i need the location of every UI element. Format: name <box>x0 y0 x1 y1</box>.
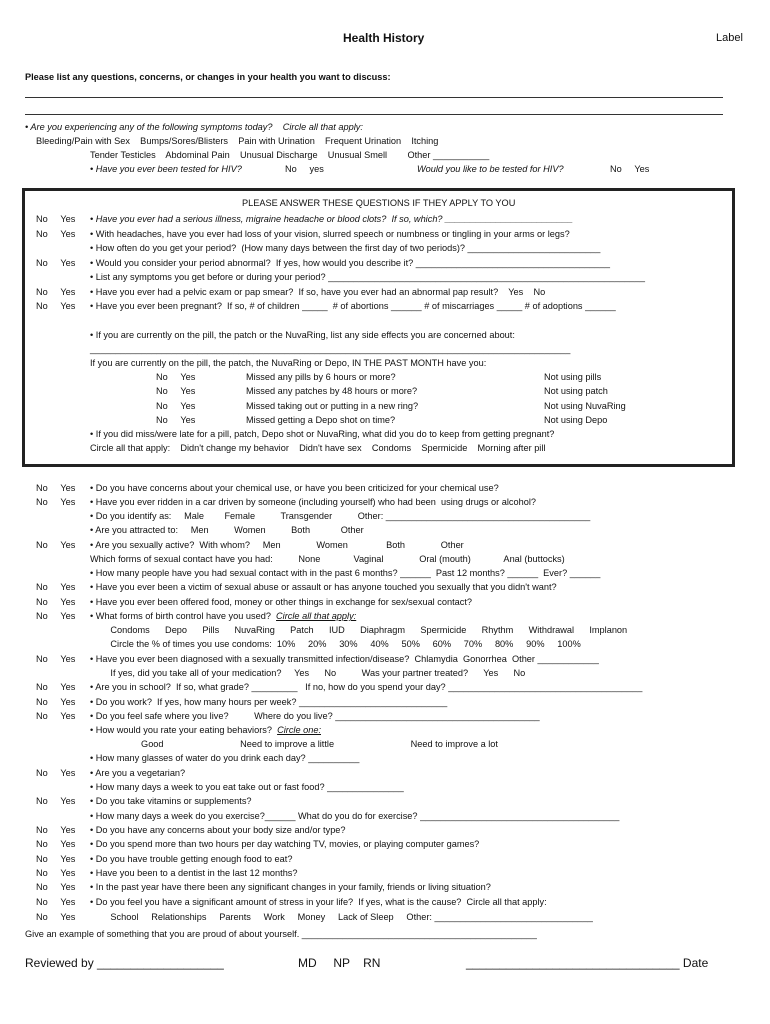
question-label: Condoms Depo Pills NuvaRing Patch IUD Diaphragm Spermicide Rhythm Withdrawal Implanon <box>90 625 628 635</box>
question-label: • How many days a week to you eat take out or fast food? _______________ <box>90 782 404 792</box>
late-question: • If you did miss/were late for a pill, patch, Depo shot or NuvaRing, what did you do to keep from getting pregnant? <box>90 429 555 439</box>
question-text <box>90 624 627 636</box>
question-text <box>90 482 499 494</box>
yes-no-options[interactable]: No Yes <box>36 839 76 849</box>
yes-no-options[interactable]: No Yes <box>36 825 76 835</box>
yes-no-options[interactable]: No Yes <box>36 497 76 507</box>
question-label: • Do you feel you have a significant amount of stress in your life? If yes, what is the cause? Circle all that apply: <box>90 897 547 907</box>
hiv-like-options[interactable]: No Yes <box>610 164 650 174</box>
hiv-tested-options[interactable]: No yes <box>285 164 324 174</box>
yes-no-options[interactable]: No Yes <box>36 868 76 878</box>
concerns-line-2[interactable] <box>25 114 723 115</box>
yes-no-options[interactable]: No Yes <box>36 582 76 592</box>
question-text <box>90 724 321 736</box>
pill-side-effects-line[interactable]: ______________________________________________________________________________________________ <box>90 344 571 354</box>
question-text <box>90 738 498 750</box>
proud-question[interactable]: Give an example of something that you are proud of about yourself. ______________________________________________ <box>25 929 537 939</box>
symptoms-question: • Are you experiencing any of the following symptoms today? Circle all that apply: <box>25 122 363 132</box>
question-text <box>90 539 464 551</box>
question-label: Good Need to improve a little Need to improve a lot <box>90 739 498 749</box>
box-question: • Have you ever been pregnant? If so, # of children _____ # of abortions ______ # of miscarriages _____ # of adoptions ______ <box>90 301 616 311</box>
yes-no-options[interactable]: No Yes <box>36 258 76 268</box>
yes-no-options[interactable]: No Yes <box>156 415 196 425</box>
missed-question: Missed any patches by 48 hours or more? <box>246 386 418 396</box>
yes-no-options[interactable]: No Yes <box>36 654 76 664</box>
question-text <box>90 853 292 865</box>
question-label: • Are you a vegetarian? <box>90 768 186 778</box>
question-text <box>90 824 346 836</box>
yes-no-options[interactable]: No Yes <box>36 483 76 493</box>
question-label: • Do you have concerns about your chemical use, or have you been criticized for your chemical use? <box>90 483 499 493</box>
question-label: • Have you been to a dentist in the last 12 months? <box>90 868 298 878</box>
intro-prompt: Please list any questions, concerns, or changes in your health you want to discuss: <box>25 72 391 82</box>
yes-no-options[interactable]: No Yes <box>156 372 196 382</box>
box-question: • How often do you get your period? (How many days between the first day of two periods)? __________________________ <box>90 243 601 253</box>
question-label: • Are you attracted to: Men Women Both Other <box>90 525 364 535</box>
question-text <box>90 896 547 908</box>
yes-no-options[interactable]: No Yes <box>36 540 76 550</box>
question-label: • Have you ever been diagnosed with a sexually transmitted infection/disease? Chlamydia Gonorrhea Other ____________ <box>90 654 599 664</box>
yes-no-options[interactable]: No Yes <box>36 882 76 892</box>
question-label: • Are you sexually active? With whom? Men Women Both Other <box>90 540 464 550</box>
yes-no-options[interactable]: No Yes <box>36 287 76 297</box>
question-text <box>90 596 472 608</box>
question-label: • How would you rate your eating behaviors? <box>90 725 278 735</box>
yes-no-options[interactable]: No Yes <box>36 768 76 778</box>
question-text <box>90 810 619 822</box>
question-label: • Have you ever ridden in a car driven by someone (including yourself) who had been using drugs or alcohol? <box>90 497 537 507</box>
yes-no-options[interactable]: No Yes <box>36 697 76 707</box>
late-options[interactable]: Circle all that apply: Didn't change my behavior Didn't have sex Condoms Spermicide Morning after pill <box>90 443 546 453</box>
yes-no-options[interactable]: No Yes <box>36 229 76 239</box>
circle-instruction: Circle one: <box>277 725 321 735</box>
question-text <box>90 767 185 779</box>
question-label: • Do you have trouble getting enough food to eat? <box>90 854 293 864</box>
circle-instruction: Circle all that apply: <box>276 611 357 621</box>
question-text <box>90 752 359 764</box>
yes-no-options[interactable]: No Yes <box>156 386 196 396</box>
question-text <box>90 653 599 665</box>
question-label: • Are you in school? If so, what grade? _________ If no, how do you spend your day? ______________________________________ <box>90 682 643 692</box>
symptoms-line-2[interactable]: Tender Testicles Abdominal Pain Unusual Discharge Unusual Smell Other ___________ <box>90 150 490 160</box>
yes-no-options[interactable]: No Yes <box>36 912 76 922</box>
yes-no-options[interactable]: No Yes <box>36 796 76 806</box>
question-text <box>90 496 536 508</box>
question-label: • How many days a week do you exercise?______ What do you do for exercise? _______________________________________ <box>90 811 620 821</box>
question-text <box>90 524 364 536</box>
question-text <box>90 795 252 807</box>
question-label: • Do you have any concerns about your body size and/or type? <box>90 825 346 835</box>
question-label: • Do you identify as: Male Female Transgender Other: ________________________________________ <box>90 511 591 521</box>
pill-side-effects: • If you are currently on the pill, the patch or the NuvaRing, list any side effects you are concerned about: <box>90 330 515 340</box>
box-heading: PLEASE ANSWER THESE QUESTIONS IF THEY APPLY TO YOU <box>242 198 516 208</box>
question-text <box>90 911 593 923</box>
question-text <box>90 667 525 679</box>
question-label: • Have you ever been a victim of sexual abuse or assault or has anyone touched you sexually that you didn't want? <box>90 582 557 592</box>
missed-question: Missed taking out or putting in a new ring? <box>246 401 419 411</box>
hiv-tested-question: • Have you ever been tested for HIV? <box>90 164 242 174</box>
symptoms-line-1[interactable]: Bleeding/Pain with Sex Bumps/Sores/Blisters Pain with Urination Frequent Urination Itching <box>36 136 439 146</box>
label-text: Label <box>716 32 743 44</box>
question-text <box>90 881 491 893</box>
question-text <box>90 838 479 850</box>
box-question: • Would you consider your period abnormal? If yes, how would you describe it? ______________________________________ <box>90 258 610 268</box>
question-label: • How many glasses of water do you drink each day? __________ <box>90 753 360 763</box>
question-label: Which forms of sexual contact have you had: None Vaginal Oral (mouth) Anal (buttocks) <box>90 554 565 564</box>
question-text <box>90 567 600 579</box>
question-text <box>90 710 540 722</box>
box-question: • Have you ever had a serious illness, migraine headache or blood clots? If so, which? _________________________ <box>90 214 573 224</box>
yes-no-options[interactable]: No Yes <box>36 301 76 311</box>
yes-no-options[interactable]: No Yes <box>36 711 76 721</box>
yes-no-options[interactable]: No Yes <box>36 682 76 692</box>
reviewed-by[interactable]: Reviewed by ___________________ <box>25 956 224 970</box>
question-text <box>90 638 581 650</box>
reviewer-roles[interactable]: MD NP RN <box>298 956 381 970</box>
box-question: • Have you ever had a pelvic exam or pap smear? If so, have you ever had an abnormal pap result? Yes No <box>90 287 546 297</box>
past-month-question: If you are currently on the pill, the patch, the NuvaRing or Depo, IN THE PAST MONTH have you: <box>90 358 487 368</box>
page-title: Health History <box>343 31 425 45</box>
question-label: Circle the % of times you use condoms: 10% 20% 30% 40% 50% 60% 70% 80% 90% 100% <box>90 639 581 649</box>
question-label: • Do you spend more than two hours per day watching TV, movies, or playing computer games? <box>90 839 480 849</box>
hiv-like-question: Would you like to be tested for HIV? <box>417 164 564 174</box>
question-label: • What forms of birth control have you used? <box>90 611 277 621</box>
missed-question: Missed any pills by 6 hours or more? <box>246 372 396 382</box>
yes-no-options[interactable]: No Yes <box>36 854 76 864</box>
concerns-line-1[interactable] <box>25 97 723 98</box>
yes-no-options[interactable]: No Yes <box>156 401 196 411</box>
question-text <box>90 510 590 522</box>
question-text <box>90 696 447 708</box>
box-question: • With headaches, have you ever had loss of your vision, slurred speech or numbness or tingling in your arms or legs? <box>90 229 570 239</box>
question-text <box>90 553 565 565</box>
question-label: • How many people have you had sexual contact with in the past 6 months? ______ Past 12 months? ______ Ever? ______ <box>90 568 601 578</box>
not-using-option[interactable]: Not using patch <box>544 386 608 396</box>
missed-question: Missed getting a Depo shot on time? <box>246 415 396 425</box>
question-text <box>90 781 404 793</box>
question-label: • Do you feel safe where you live? Where do you live? ________________________________________ <box>90 711 540 721</box>
yes-no-options[interactable]: No Yes <box>36 897 76 907</box>
yes-no-options[interactable]: No Yes <box>36 611 76 621</box>
not-using-option[interactable]: Not using Depo <box>544 415 608 425</box>
yes-no-options[interactable]: No Yes <box>36 214 76 224</box>
question-label: If yes, did you take all of your medication? Yes No Was your partner treated? Yes No <box>90 668 526 678</box>
box-question: • List any symptoms you get before or during your period? ______________________________________________________________ <box>90 272 645 282</box>
question-text <box>90 581 557 593</box>
question-text <box>90 681 642 693</box>
question-label: • Do you take vitamins or supplements? <box>90 796 252 806</box>
question-label: • In the past year have there been any significant changes in your family, friends or living situation? <box>90 882 491 892</box>
question-label: • Have you ever been offered food, money or other things in exchange for sex/sexual contact? <box>90 597 473 607</box>
question-label: • Do you work? If yes, how many hours per week? _____________________________ <box>90 697 448 707</box>
not-using-option[interactable]: Not using pills <box>544 372 602 382</box>
not-using-option[interactable]: Not using NuvaRing <box>544 401 626 411</box>
question-text <box>90 867 298 879</box>
question-label: School Relationships Parents Work Money Lack of Sleep Other: _______________________________ <box>90 912 593 922</box>
review-date[interactable]: ________________________________ Date <box>466 956 709 970</box>
yes-no-options[interactable]: No Yes <box>36 597 76 607</box>
question-text <box>90 610 356 622</box>
